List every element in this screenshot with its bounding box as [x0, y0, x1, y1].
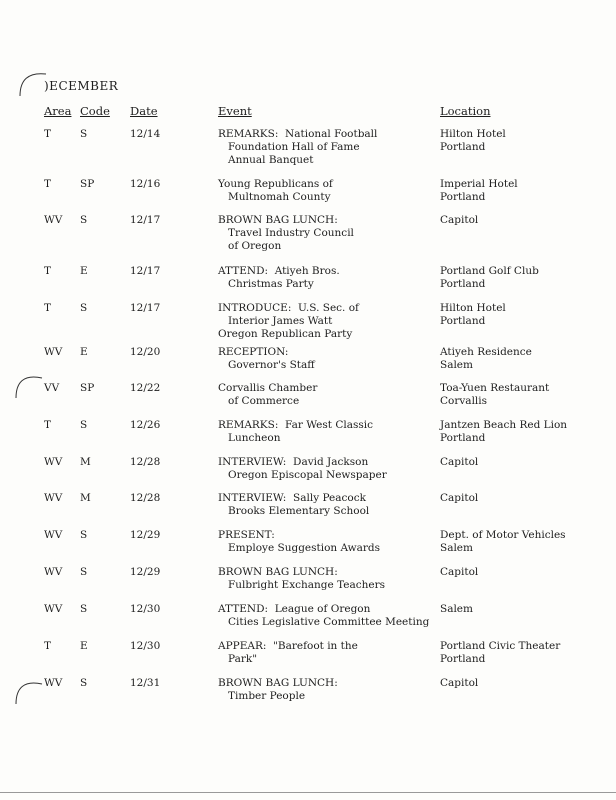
cell-location: Salem: [440, 603, 473, 615]
cell-date: 12/29: [130, 566, 161, 578]
cell-date: 12/28: [130, 456, 161, 468]
cell-area: WV: [44, 346, 63, 358]
header-location: Location: [440, 104, 491, 118]
cell-event: Young Republicans of Multnomah County: [218, 178, 333, 203]
cell-area: VV: [44, 382, 60, 394]
cell-area: T: [44, 302, 52, 314]
cell-location: Toa-Yuen Restaurant Corvallis: [440, 382, 550, 407]
cell-location: Capitol: [440, 492, 479, 504]
cell-event: APPEAR: "Barefoot in the Park": [218, 640, 358, 665]
header-date: Date: [130, 104, 158, 118]
cell-location: Hilton Hotel Portland: [440, 128, 506, 153]
cell-area: WV: [44, 566, 63, 578]
cell-code: E: [80, 346, 88, 358]
cell-location: Imperial Hotel Portland: [440, 178, 518, 203]
cell-code: M: [80, 492, 91, 504]
cell-code: E: [80, 640, 88, 652]
cell-area: T: [44, 178, 52, 190]
cell-date: 12/30: [130, 640, 161, 652]
cell-code: S: [80, 566, 88, 578]
cell-code: S: [80, 603, 88, 615]
cell-location: Atiyeh Residence Salem: [440, 346, 532, 371]
punch-hole-mark-bottom: [14, 676, 44, 706]
cell-event: PRESENT: Employe Suggestion Awards: [218, 529, 381, 554]
cell-code: M: [80, 456, 91, 468]
cell-area: T: [44, 128, 52, 140]
cell-area: WV: [44, 677, 63, 689]
cell-event: BROWN BAG LUNCH: Timber People: [218, 677, 338, 702]
cell-location: Jantzen Beach Red Lion Portland: [440, 419, 568, 444]
cell-location: Capitol: [440, 677, 479, 689]
cell-event: BROWN BAG LUNCH: Fulbright Exchange Teachers: [218, 566, 386, 591]
cell-date: 12/17: [130, 214, 161, 226]
cell-date: 12/26: [130, 419, 161, 431]
cell-code: S: [80, 302, 88, 314]
cell-date: 12/31: [130, 677, 161, 689]
punch-hole-mark-middle: [14, 370, 44, 400]
cell-location: Dept. of Motor Vehicles Salem: [440, 529, 566, 554]
cell-code: S: [80, 419, 88, 431]
cell-date: 12/17: [130, 302, 161, 314]
cell-event: REMARKS: Far West Classic Luncheon: [218, 419, 374, 444]
cell-code: S: [80, 128, 88, 140]
cell-event: Corvallis Chamber of Commerce: [218, 382, 318, 407]
cell-date: 12/28: [130, 492, 161, 504]
cell-date: 12/16: [130, 178, 161, 190]
cell-event: INTERVIEW: Sally Peacock Brooks Elementary School: [218, 492, 370, 517]
cell-date: 12/30: [130, 603, 161, 615]
cell-area: T: [44, 265, 52, 277]
header-event: Event: [218, 104, 252, 118]
cell-code: SP: [80, 178, 95, 190]
header-code: Code: [80, 104, 110, 118]
cell-area: WV: [44, 456, 63, 468]
cell-date: 12/29: [130, 529, 161, 541]
cell-area: T: [44, 640, 52, 652]
cell-area: WV: [44, 603, 63, 615]
header-area: Area: [44, 104, 72, 118]
cell-area: WV: [44, 214, 63, 226]
cell-location: Portland Golf Club Portland: [440, 265, 539, 290]
cell-location: Hilton Hotel Portland: [440, 302, 506, 327]
cell-event: BROWN BAG LUNCH: Travel Industry Council of Oregon: [218, 214, 354, 252]
cell-area: WV: [44, 492, 63, 504]
cell-location: Capitol: [440, 214, 479, 226]
cell-code: S: [80, 677, 88, 689]
cell-location: Capitol: [440, 566, 479, 578]
cell-event: REMARKS: National Football Foundation Hall of Fame Annual Banquet: [218, 128, 378, 166]
cell-code: E: [80, 265, 88, 277]
cell-date: 12/14: [130, 128, 161, 140]
cell-location: Capitol: [440, 456, 479, 468]
cell-event: RECEPTION: Governor's Staff: [218, 346, 315, 371]
cell-date: 12/17: [130, 265, 161, 277]
cell-event: INTRODUCE: U.S. Sec. of Interior James Watt Oregon Republican Party: [218, 302, 359, 340]
cell-code: S: [80, 529, 88, 541]
cell-code: SP: [80, 382, 95, 394]
cell-area: T: [44, 419, 52, 431]
page-edge-line: [0, 792, 616, 793]
cell-area: WV: [44, 529, 63, 541]
cell-code: S: [80, 214, 88, 226]
cell-date: 12/20: [130, 346, 161, 358]
cell-location: Portland Civic Theater Portland: [440, 640, 561, 665]
cell-event: INTERVIEW: David Jackson Oregon Episcopal Newspaper: [218, 456, 387, 481]
cell-event: ATTEND: League of Oregon Cities Legislative Committee Meeting: [218, 603, 430, 628]
cell-event: ATTEND: Atiyeh Bros. Christmas Party: [218, 265, 340, 290]
cell-date: 12/22: [130, 382, 161, 394]
month-title: )ECEMBER: [44, 79, 119, 93]
